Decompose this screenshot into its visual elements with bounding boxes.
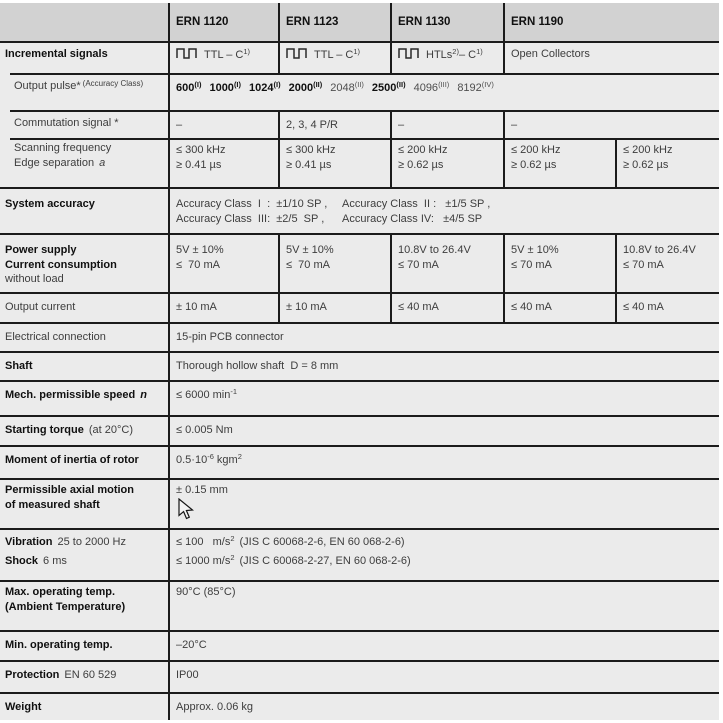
scanning-cell-ern-1190-hv: ≤ 200 kHz ≥ 0.62 µs [615, 138, 719, 187]
header-corner-cell [0, 3, 168, 41]
min-temp-value: –20°C [168, 630, 719, 660]
row-label-axial-motion: Permissible axial motion of measured shaft [0, 478, 168, 528]
scanning-cell-ern-1190-5v: ≤ 200 kHz ≥ 0.62 µs [503, 138, 615, 187]
scanning-cell-ern-1130: ≤ 200 kHz ≥ 0.62 µs [390, 138, 503, 187]
pulse-count: $600^{(I)}$ [176, 80, 202, 94]
current-cell-ern-1123: ± 10 mA [278, 292, 390, 322]
pulse-count: $2500^{(II)}$ [371, 80, 406, 94]
protection-value: IP00 [168, 660, 719, 692]
square-wave-icon [398, 47, 420, 64]
scanning-cell-ern-1123: ≤ 300 kHz ≥ 0.41 µs [278, 138, 390, 187]
row-label-output-current: Output current [0, 292, 168, 322]
incremental-cell-ern-1130 [390, 41, 503, 73]
starting-torque-value: ≤ 0.005 Nm [168, 415, 719, 445]
row-label-output-pulse [0, 73, 168, 110]
incremental-cell-ern-1123 [278, 41, 390, 73]
square-wave-icon [176, 47, 198, 64]
incremental-cell-ern-1120 [168, 41, 278, 73]
row-label-max-temp: Max. operating temp. (Ambient Temperature) [0, 580, 168, 630]
power-cell-ern-1123: 5V ± 10% ≤ 70 mA [278, 233, 390, 292]
output-pulse-values [168, 73, 719, 110]
current-cell-ern-1130: ≤ 40 mA [390, 292, 503, 322]
pulse-count: $2000^{(II)}$ [288, 80, 323, 94]
pulse-count: $4096^{(III)}$ [413, 80, 450, 94]
commutation-cell-ern-1120: – [168, 110, 278, 138]
vibration-condition: 25 to 2000 Hz [57, 536, 126, 548]
signal-type-suffix: – C [458, 49, 477, 61]
model-header-ern-1123: ERN 1123 [278, 3, 390, 41]
row-label-system-accuracy: System accuracy [0, 187, 168, 233]
mech-speed-value: ≤ 6000 $\min^{-1}$ [168, 380, 719, 415]
footnote-ref: 1) [243, 47, 250, 56]
pulse-count: $8192^{(IV)}$ [457, 80, 494, 94]
pulse-count: $2048^{(II)}$ [330, 80, 364, 94]
axial-motion-value: ± 0.15 mm [168, 478, 719, 528]
row-label-starting-torque: Starting torque (at 20°C) [0, 415, 168, 445]
power-cell-ern-1120: 5V ± 10% ≤ 70 mA [168, 233, 278, 292]
row-label-incremental-signals: Incremental signals [0, 41, 168, 73]
model-header-ern-1130: ERN 1130 [390, 3, 503, 41]
row-label-mech-speed: Mech. permissible speed n [0, 380, 168, 415]
model-header-ern-1120: ERN 1120 [168, 3, 278, 41]
commutation-cell-ern-1123: 2, 3, 4 P/R [278, 110, 390, 138]
electrical-connection-value: 15-pin PCB connector [168, 322, 719, 351]
incremental-cell-ern-1190 [503, 41, 719, 73]
row-label-commutation: Commutation signal * [0, 110, 168, 138]
row-label-weight: Weight [0, 692, 168, 720]
accuracy-classes-line1: Accuracy Class I : ±1/10 SP , Accuracy Class II : ±1/5 SP , [176, 198, 491, 210]
mouse-cursor [178, 498, 194, 526]
signal-type: TTL – C [204, 49, 244, 61]
vibration-standard: (JIS C 60068-2-6, EN 60 068-2-6) [239, 536, 405, 548]
row-label-vibration-shock: Vibration 25 to 2000 Hz Shock 6 ms [0, 528, 168, 580]
protection-standard: EN 60 529 [64, 669, 117, 681]
torque-condition: (at 20°C) [88, 424, 133, 436]
footnote-ref: 1) [353, 47, 360, 56]
row-label-scanning [0, 138, 168, 187]
row-label-min-temp: Min. operating temp. [0, 630, 168, 660]
moment-inertia-value: $0.5\cdot 10^{-6}$ kgm$^2$ [168, 445, 719, 478]
edge-separation-label: Edge separation a [14, 156, 106, 169]
edge-separation-variable: a [99, 156, 106, 169]
row-label-shaft: Shaft [0, 351, 168, 380]
footnote-ref: 2) [452, 47, 459, 56]
row-label-power-supply: Power supply Current consumption without load [0, 233, 168, 292]
max-temp-value: 90°C (85°C) [168, 580, 719, 630]
shock-condition: 6 ms [43, 555, 67, 567]
power-cell-ern-1130: 10.8V to 26.4V ≤ 70 mA [390, 233, 503, 292]
current-cell-ern-1120: ± 10 mA [168, 292, 278, 322]
signal-type: HTLs [426, 49, 453, 61]
vibration-shock-values: ≤ 100 $m/s^2$ (JIS C 60068-2-6, EN 60 068-2-6) ≤ 1000 $m/s^2$ (JIS C 60068-2-27, EN 60 068-2-6) [168, 528, 719, 580]
signal-type: TTL – C [314, 49, 354, 61]
shaft-value: Thorough hollow shaft D = 8 mm [168, 351, 719, 380]
weight-value: Approx. 0.06 kg [168, 692, 719, 720]
row-label-moment-inertia: Moment of inertia of rotor [0, 445, 168, 478]
scanning-frequency-label: Scanning frequency [14, 142, 112, 154]
current-cell-ern-1190-hv: ≤ 40 mA [615, 292, 719, 322]
row-label-protection: Protection EN 60 529 [0, 660, 168, 692]
square-wave-icon [286, 47, 308, 64]
signal-type: Open Collectors [511, 48, 590, 60]
shock-standard: (JIS C 60068-2-27, EN 60 068-2-6) [239, 555, 411, 567]
pulse-count: $1024^{(I)}$ [249, 80, 281, 94]
power-cell-ern-1190-hv: 10.8V to 26.4V ≤ 70 mA [615, 233, 719, 292]
system-accuracy-value [168, 187, 719, 233]
spec-table [0, 3, 719, 720]
power-cell-ern-1190-5v: 5V ± 10% ≤ 70 mA [503, 233, 615, 292]
row-label-electrical-connection: Electrical connection [0, 322, 168, 351]
accuracy-classes-line2: Accuracy Class III: ±2/5 SP , Accuracy Class IV: ±4/5 SP [176, 212, 483, 225]
accuracy-class-note: (Accuracy Class) [82, 79, 144, 88]
model-header-ern-1190: ERN 1190 [503, 3, 719, 41]
speed-variable: n [140, 389, 147, 401]
current-cell-ern-1190-5v: ≤ 40 mA [503, 292, 615, 322]
pulse-count: $1000^{(I)}$ [209, 80, 242, 94]
output-pulse-label: Output pulse* [14, 80, 81, 92]
commutation-cell-ern-1130: – [390, 110, 503, 138]
commutation-cell-ern-1190: – [503, 110, 719, 138]
footnote-ref: 1) [476, 47, 483, 56]
scanning-cell-ern-1120: ≤ 300 kHz ≥ 0.41 µs [168, 138, 278, 187]
